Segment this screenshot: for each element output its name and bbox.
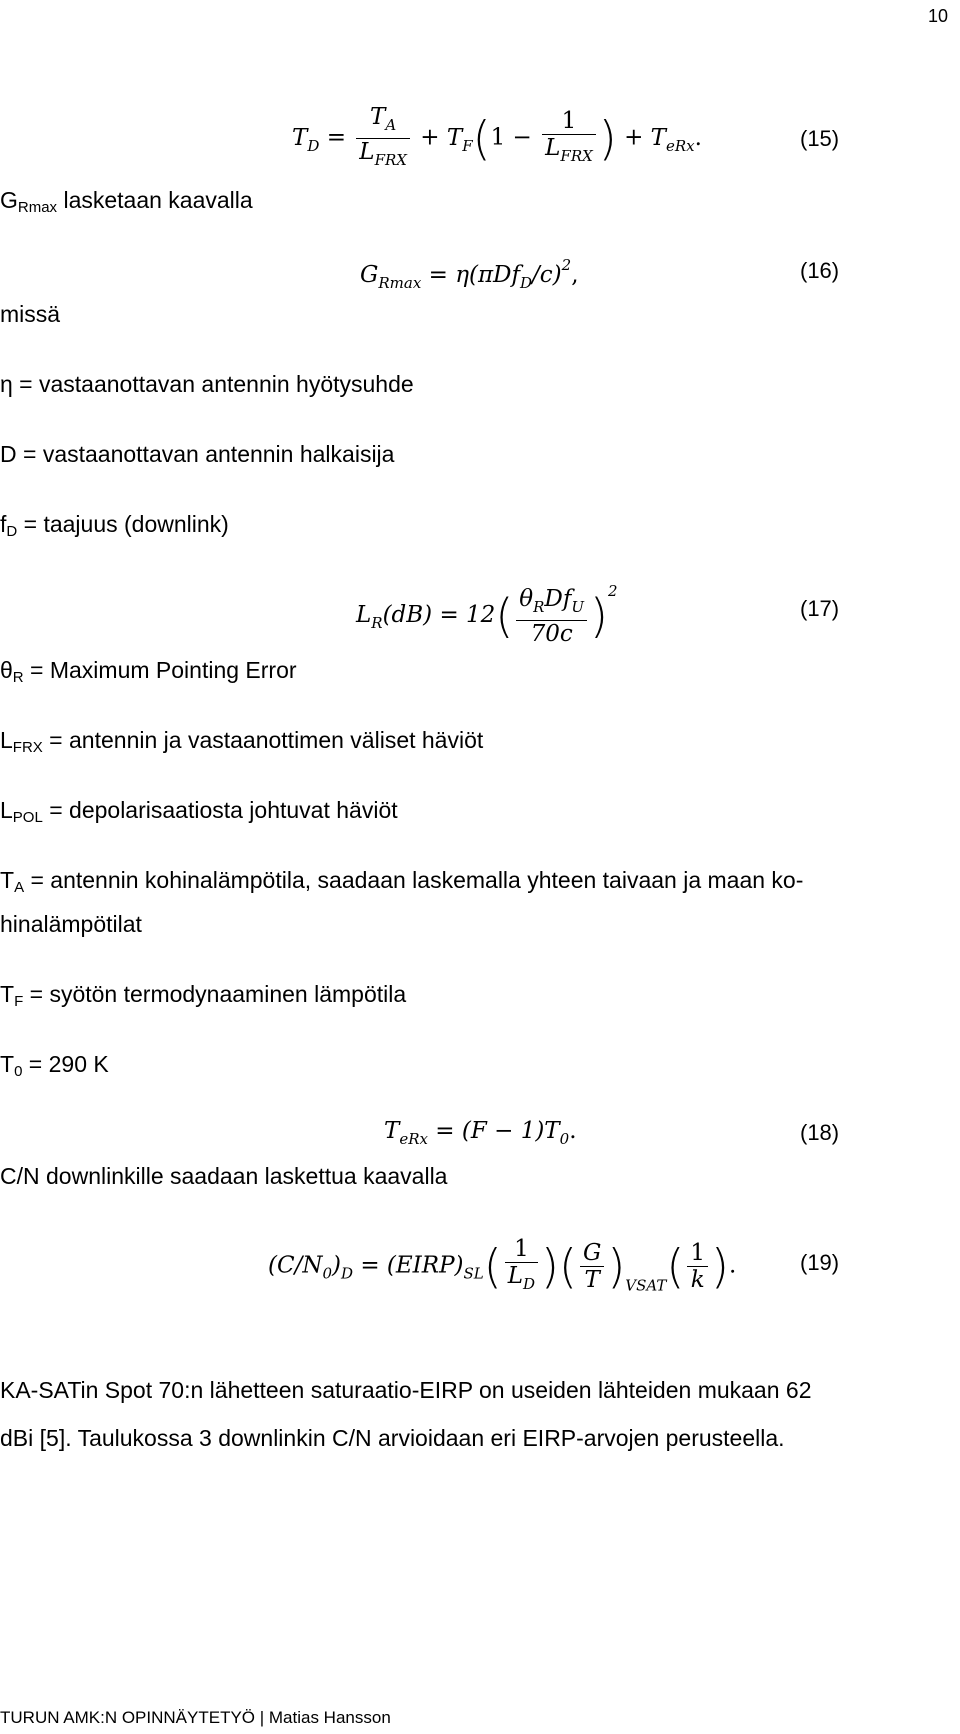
eq15-tf: $T_F$ bbox=[446, 124, 473, 155]
equation-16: $G_{Rmax} = \eta(\pi Df_D/c)^2$, bbox=[360, 256, 579, 292]
definition-lpol: $L_{POL}$ = depolarisaatiosta johtuvat häviöt bbox=[0, 797, 398, 826]
equation-number-17: (17) bbox=[800, 596, 840, 621]
eq15-fraction-ta: $\frac{T_A}{L_{FRX}}$ bbox=[356, 104, 410, 173]
paragraph-line-1: KA-SATin Spot 70:n lähetteen saturaatio-EIRP on useiden lähteiden mukaan 62 bbox=[0, 1377, 812, 1403]
equation-number-18: (18) bbox=[800, 1120, 840, 1145]
definition-tf: $T_F$ = syötön termodynaaminen lämpötila bbox=[0, 981, 407, 1010]
definition-eta: η = vastaanottavan antennin hyötysuhde bbox=[0, 371, 414, 397]
definition-ta: $T_A$ = antennin kohinalämpötila, saadaan laskemalla yhteen taivaan ja maan ko- bbox=[0, 867, 804, 896]
definition-lfrx: $L_{FRX}$ = antennin ja vastaanottimen väliset häviöt bbox=[0, 727, 484, 756]
definition-ta-continued: hinalämpötilat bbox=[0, 911, 142, 937]
equation-17: $L_R(dB) = 12$( $\frac{\theta_RDf_U}{70c}$ )$^2$ bbox=[356, 582, 618, 647]
eq17-fraction: $\frac{\theta_RDf_U}{70c}$ bbox=[516, 586, 587, 647]
equation-19: $(C/N_0)_D$ = $(EIRP)_{SL}$( $\frac{1}{L_D}$ )( $\frac{G}{T}$ )$_{VSAT}$( $\frac{1}{k}$ ). bbox=[268, 1236, 736, 1297]
page-number: 10 bbox=[928, 6, 949, 26]
cn-intro: C/N downlinkille saadaan laskettua kaavalla bbox=[0, 1163, 448, 1189]
definition-fd: $f_D$ = taajuus (downlink) bbox=[0, 511, 229, 540]
eq15-equals: = bbox=[326, 124, 346, 151]
eq15-plus-2: + bbox=[624, 124, 644, 151]
definition-theta: $\theta_R$ = Maximum Pointing Error bbox=[0, 657, 297, 686]
eq15-td: $T_D$ bbox=[292, 124, 320, 155]
equation-number-16: (16) bbox=[800, 258, 840, 283]
equation-15: $T_D$ = $\frac{T_A}{L_{FRX}}$ + $T_F(1$ − $\frac{1}{L_{FRX}}$ ) + $T_{eRx}$. bbox=[292, 104, 702, 173]
eq15-one: 1 bbox=[490, 124, 506, 151]
eq15-plus: + bbox=[420, 124, 440, 151]
definition-d: D = vastaanottavan antennin halkaisija bbox=[0, 441, 395, 467]
equation-18: $T_{eRx} = (F - 1)T_0$. bbox=[384, 1118, 577, 1148]
equation-number-19: (19) bbox=[800, 1250, 840, 1275]
footer: TURUN AMK:N OPINNÄYTETYÖ | Matias Hansson bbox=[0, 1708, 391, 1727]
eq15-terx: $T_{eRx}$. bbox=[650, 124, 702, 155]
grmax-intro: $G_{Rmax}$ lasketaan kaavalla bbox=[0, 187, 253, 216]
eq19-fraction-1: $\frac{1}{L_D}$ bbox=[505, 1236, 538, 1297]
eq19-fraction-3: $\frac{1}{k}$ bbox=[687, 1240, 708, 1293]
paragraph-line-2: dBi [5]. Taulukossa 3 downlinkin C/N arvioidaan eri EIRP-arvojen perusteella. bbox=[0, 1425, 785, 1451]
equation-number-15: (15) bbox=[800, 126, 840, 151]
missa-label: missä bbox=[0, 301, 61, 327]
definition-t0: $T_0 = 290$ K bbox=[0, 1051, 109, 1080]
eq15-minus: − bbox=[512, 124, 532, 151]
eq15-fraction-lfrx: $\frac{1}{L_{FRX}}$ bbox=[542, 108, 596, 169]
eq19-fraction-2: $\frac{G}{T}$ bbox=[580, 1240, 604, 1293]
